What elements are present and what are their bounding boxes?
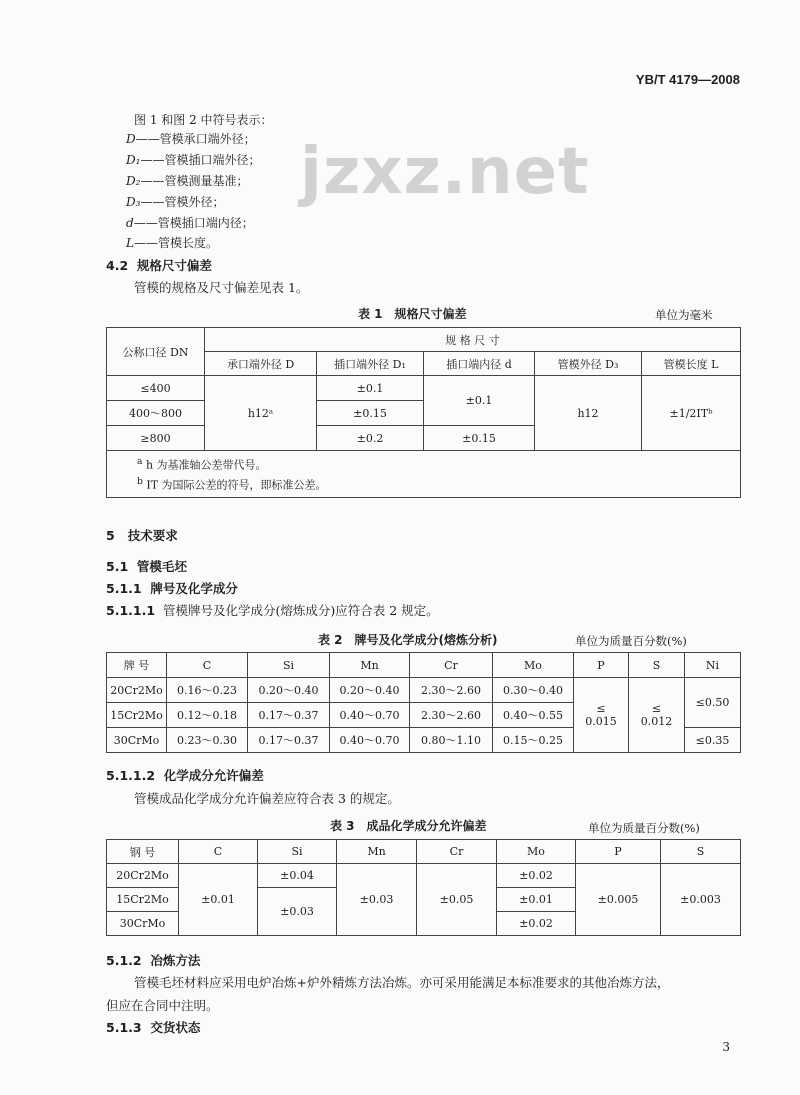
table-cell: ≤400: [107, 376, 205, 401]
table-cell: ≤0.35: [685, 728, 741, 753]
table-header: Si: [248, 653, 330, 678]
table-cell: 0.40～0.55: [493, 703, 574, 728]
table-cell: h12: [535, 376, 642, 451]
table-cell-p: ≤ 0.015: [574, 678, 629, 753]
table-cell: ±0.2: [317, 426, 424, 451]
table-cell: 0.20～0.40: [330, 678, 410, 703]
table-cell: 0.80～1.10: [410, 728, 493, 753]
table3-caption: 表 3 成品化学成分允许偏差: [330, 819, 487, 833]
table-cell: 0.12～0.18: [167, 703, 248, 728]
table-note: $^b$ IT 为国际公差的符号，即标准公差。: [137, 476, 327, 492]
table-note: $^a$ h 为基准轴公差带代号。: [137, 456, 267, 472]
symbol-item: d——管模插口端内径；: [126, 216, 254, 230]
table-header: C: [179, 840, 258, 864]
paragraph: 管模毛坯材料应采用电炉冶炼+炉外精炼方法冶炼。亦可采用能满足本标准要求的其他冶炼方法，: [134, 975, 670, 990]
table-header: Cr: [410, 653, 493, 678]
section-heading: 5.1.1.2 化学成分允许偏差: [106, 768, 264, 783]
table-cell: ±0.1: [317, 376, 424, 401]
table-header: 规 格 尺 寸: [205, 328, 741, 352]
table-cell: 0.16～0.23: [167, 678, 248, 703]
table-cell: 15Cr2Mo: [107, 703, 167, 728]
table-cell: 0.30～0.40: [493, 678, 574, 703]
table-header: Mn: [337, 840, 417, 864]
table-cell: ≥800: [107, 426, 205, 451]
symbols-intro: 图 1 和图 2 中符号表示：: [134, 113, 273, 127]
table-cell: 15Cr2Mo: [107, 888, 179, 912]
symbol-item: D₃——管模外径；: [126, 195, 225, 209]
table-cell: 400～800: [107, 401, 205, 426]
section-heading: 5.1.2 冶炼方法: [106, 953, 201, 968]
table-header: Mn: [330, 653, 410, 678]
section-heading: 4.2 规格尺寸偏差: [106, 258, 212, 273]
watermark: jzxz.net: [300, 135, 590, 209]
table-header: Mo: [493, 653, 574, 678]
section-heading: 5.1.1 牌号及化学成分: [106, 581, 238, 596]
table-notes: [107, 451, 741, 498]
table-header: C: [167, 653, 248, 678]
table1-unit: 单位为毫米: [655, 308, 713, 322]
table-cell: 2.30～2.60: [410, 703, 493, 728]
symbol-item: L——管模长度。: [126, 236, 218, 250]
table-header: 管模长度 L: [642, 352, 741, 376]
table-cell: 0.40～0.70: [330, 703, 410, 728]
table-cell: ±0.1: [424, 376, 535, 426]
table-cell-s: ≤ 0.012: [629, 678, 685, 753]
table-cell: 0.20～0.40: [248, 678, 330, 703]
table-cell: ±0.01: [179, 864, 258, 936]
table-header: 公称口径 DN: [107, 328, 205, 376]
table-cell: ±0.05: [417, 864, 497, 936]
table-cell: ±0.005: [576, 864, 661, 936]
table-cell: ±0.03: [337, 864, 417, 936]
table-header: Si: [258, 840, 337, 864]
symbol-item: D₂——管模测量基准；: [126, 174, 249, 188]
table-header: Cr: [417, 840, 497, 864]
table-header: S: [661, 840, 741, 864]
paragraph: 管模的规格及尺寸偏差见表 1。: [134, 280, 309, 295]
table-cell: 0.17～0.37: [248, 728, 330, 753]
table-header: P: [574, 653, 629, 678]
table-cell: ±0.03: [258, 888, 337, 936]
table-header: 牌 号: [107, 653, 167, 678]
table-cell: ±0.15: [424, 426, 535, 451]
table-header: S: [629, 653, 685, 678]
table3-unit: 单位为质量百分数(%): [588, 821, 700, 835]
table2-unit: 单位为质量百分数(%): [575, 634, 687, 648]
section-heading: 5 技术要求: [106, 528, 178, 543]
table-cell: 30CrMo: [107, 912, 179, 936]
symbol-item: D——管模承口端外径；: [126, 132, 256, 146]
table-header: P: [576, 840, 661, 864]
table3: [106, 839, 741, 936]
table-cell: ±0.02: [497, 912, 576, 936]
table-cell: ±1/2ITᵇ: [642, 376, 741, 451]
table-cell: 0.17～0.37: [248, 703, 330, 728]
standard-number: YB/T 4179—2008: [635, 72, 740, 87]
table-cell: ±0.15: [317, 401, 424, 426]
table-cell: ≤0.50: [685, 678, 741, 728]
table1: [106, 327, 741, 498]
table-cell: 0.15～0.25: [493, 728, 574, 753]
table-header: Mo: [497, 840, 576, 864]
table-header: 钢 号: [107, 840, 179, 864]
table-header: Ni: [685, 653, 741, 678]
table-cell: ±0.003: [661, 864, 741, 936]
section-heading: 5.1 管模毛坯: [106, 559, 187, 574]
symbol-item: D₁——管模插口端外径；: [126, 153, 261, 167]
table-cell: ±0.04: [258, 864, 337, 888]
table1-caption: 表 1 规格尺寸偏差: [358, 307, 467, 321]
table-cell: 20Cr2Mo: [107, 678, 167, 703]
table-cell: ±0.02: [497, 864, 576, 888]
paragraph: 5.1.1.1 管模牌号及化学成分(熔炼成分)应符合表 2 规定。: [106, 603, 439, 618]
table-cell: h12ᵃ: [205, 376, 317, 451]
table2-caption: 表 2 牌号及化学成分(熔炼分析): [318, 633, 498, 647]
page-number: 3: [722, 1040, 730, 1054]
table-header: 插口端外径 D₁: [317, 352, 424, 376]
table-cell: 20Cr2Mo: [107, 864, 179, 888]
table2: [106, 652, 741, 753]
paragraph: 管模成品化学成分允许偏差应符合表 3 的规定。: [134, 791, 400, 806]
table-cell: 0.40～0.70: [330, 728, 410, 753]
table-header: 管模外径 D₃: [535, 352, 642, 376]
table-cell: ±0.01: [497, 888, 576, 912]
section-heading: 5.1.3 交货状态: [106, 1020, 201, 1035]
table-cell: 30CrMo: [107, 728, 167, 753]
paragraph: 但应在合同中注明。: [106, 998, 219, 1013]
table-cell: 2.30～2.60: [410, 678, 493, 703]
table-header: 插口端内径 d: [424, 352, 535, 376]
table-header: 承口端外径 D: [205, 352, 317, 376]
table-cell: 0.23～0.30: [167, 728, 248, 753]
